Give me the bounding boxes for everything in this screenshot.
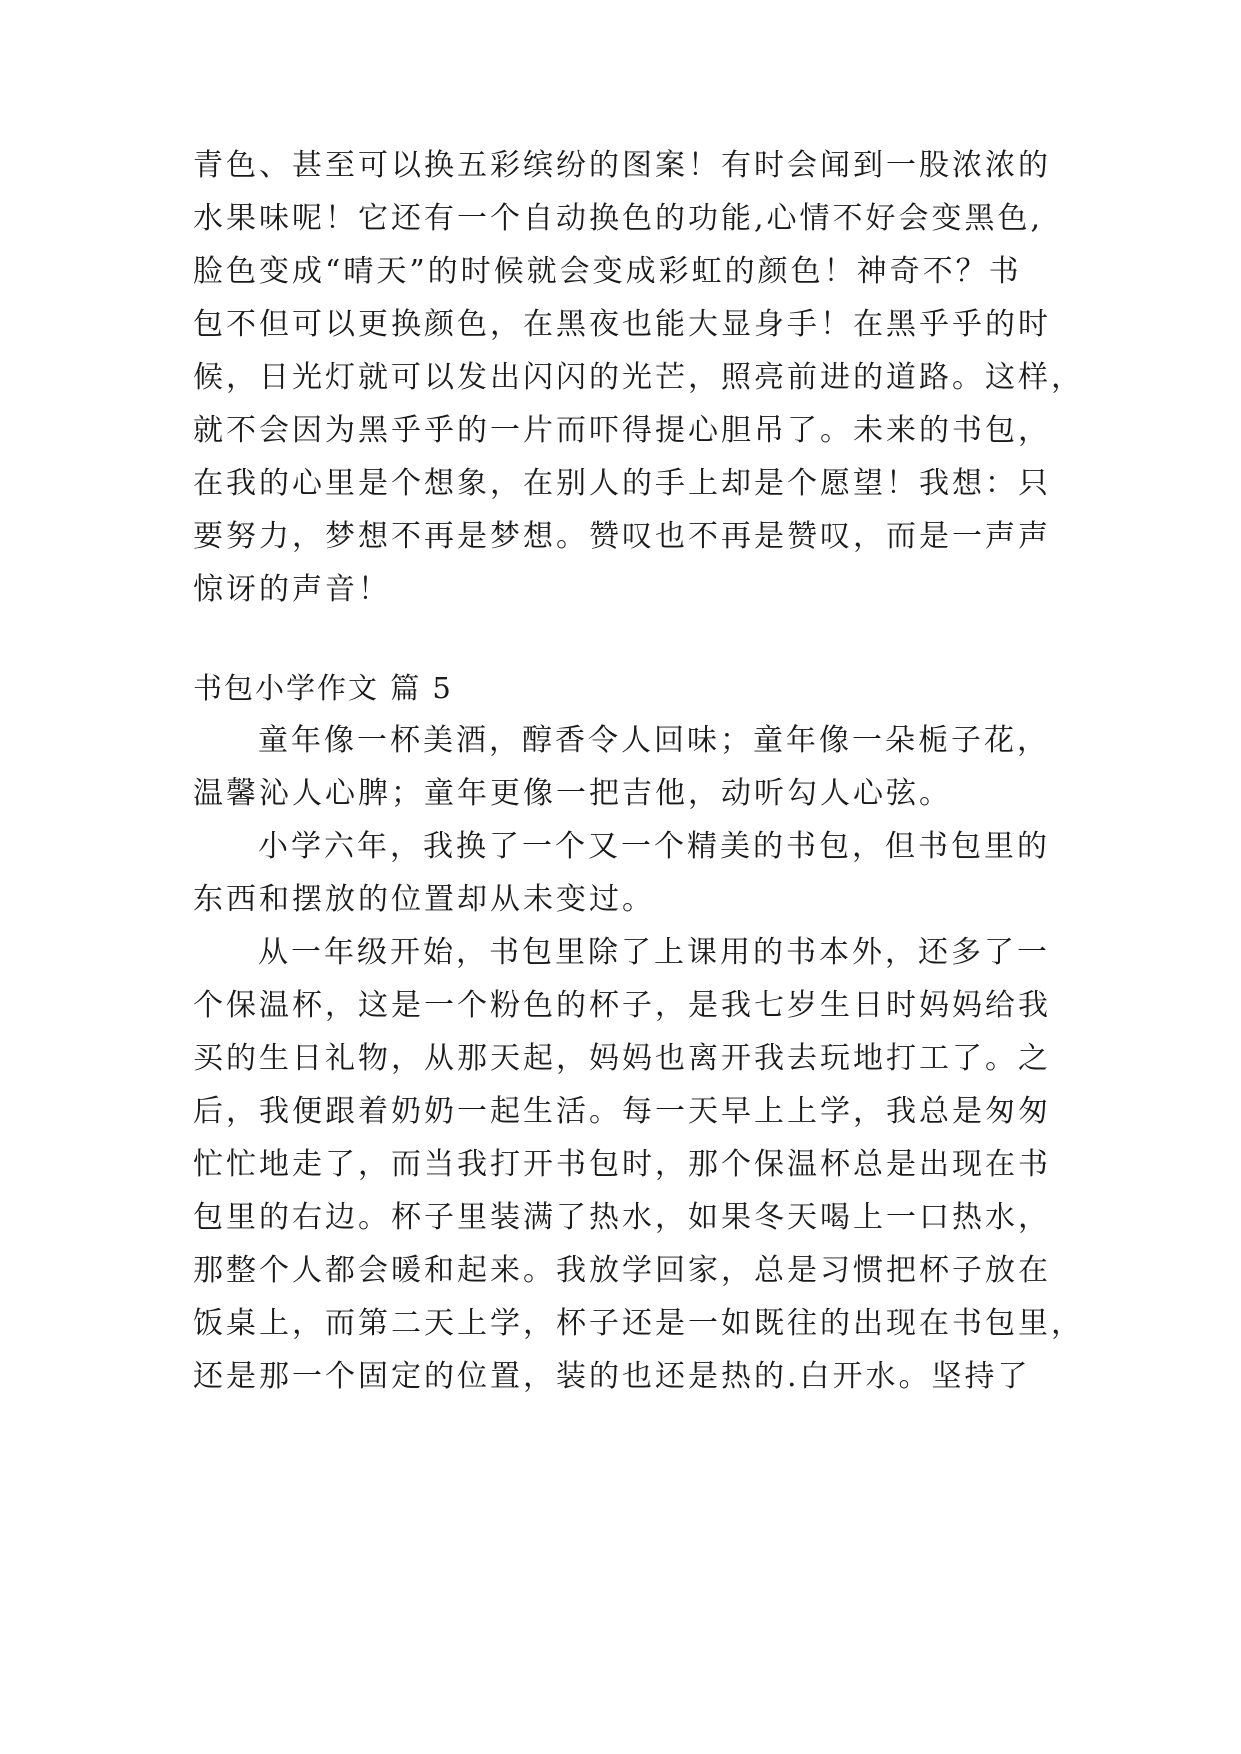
paragraph-line: 青色、甚至可以换五彩缤纷的图案！有时会闻到一股浓浓的 bbox=[193, 148, 1051, 183]
paragraph-line: 在我的心里是个想象，在别人的手上却是个愿望！我想：只 bbox=[193, 466, 1051, 501]
paragraph-line: 小学六年，我换了一个又一个精美的书包，但书包里的 bbox=[258, 829, 1050, 864]
paragraph-line: 后，我便跟着奶奶一起生活。每一天早上上学，我总是匆匆 bbox=[193, 1094, 1051, 1129]
paragraph-line: 饭桌上，而第二天上学，杯子还是一如既往的出现在书包里， bbox=[193, 1306, 1084, 1341]
paragraph-line: 包不但可以更换颜色，在黑夜也能大显身手！在黑乎乎的时 bbox=[193, 307, 1051, 342]
paragraph-line: 那整个人都会暖和起来。我放学回家，总是习惯把杯子放在 bbox=[193, 1253, 1051, 1288]
paragraph-line: 温馨沁人心脾；童年更像一把吉他，动听勾人心弦。 bbox=[193, 776, 952, 811]
paragraph-line: 包里的右边。杯子里装满了热水，如果冬天喝上一口热水， bbox=[193, 1200, 1051, 1235]
paragraph-line: 东西和摆放的位置却从未变过。 bbox=[193, 882, 655, 917]
paragraph-line: 从一年级开始，书包里除了上课用的书本外，还多了一 bbox=[258, 935, 1050, 970]
paragraph-line: 就不会因为黑乎乎的一片而吓得提心胆吊了。未来的书包， bbox=[193, 413, 1051, 448]
paragraph-line: 童年像一杯美酒，醇香令人回味；童年像一朵栀子花， bbox=[258, 723, 1050, 758]
paragraph-line: 惊讶的声音！ bbox=[193, 572, 391, 607]
paragraph-line: 脸色变成“晴天”的时候就会变成彩虹的颜色！神奇不？书 bbox=[193, 254, 1022, 289]
paragraph-line: 个保温杯，这是一个粉色的杯子，是我七岁生日时妈妈给我 bbox=[193, 988, 1051, 1023]
paragraph-line: 水果味呢！它还有一个自动换色的功能,心情不好会变黑色, bbox=[193, 201, 1044, 236]
section-title: 书包小学作文 篇 5 bbox=[193, 671, 453, 705]
paragraph-line: 要努力，梦想不再是梦想。赞叹也不再是赞叹，而是一声声 bbox=[193, 519, 1051, 554]
paragraph-line: 候，日光灯就可以发出闪闪的光芒，照亮前进的道路。这样， bbox=[193, 360, 1084, 395]
paragraph-line: 买的生日礼物，从那天起，妈妈也离开我去玩地打工了。之 bbox=[193, 1041, 1051, 1076]
paragraph-line: 忙忙地走了，而当我打开书包时，那个保温杯总是出现在书 bbox=[193, 1147, 1051, 1182]
paragraph-line: 还是那一个固定的位置，装的也还是热的.白开水。坚持了 bbox=[193, 1359, 1031, 1394]
